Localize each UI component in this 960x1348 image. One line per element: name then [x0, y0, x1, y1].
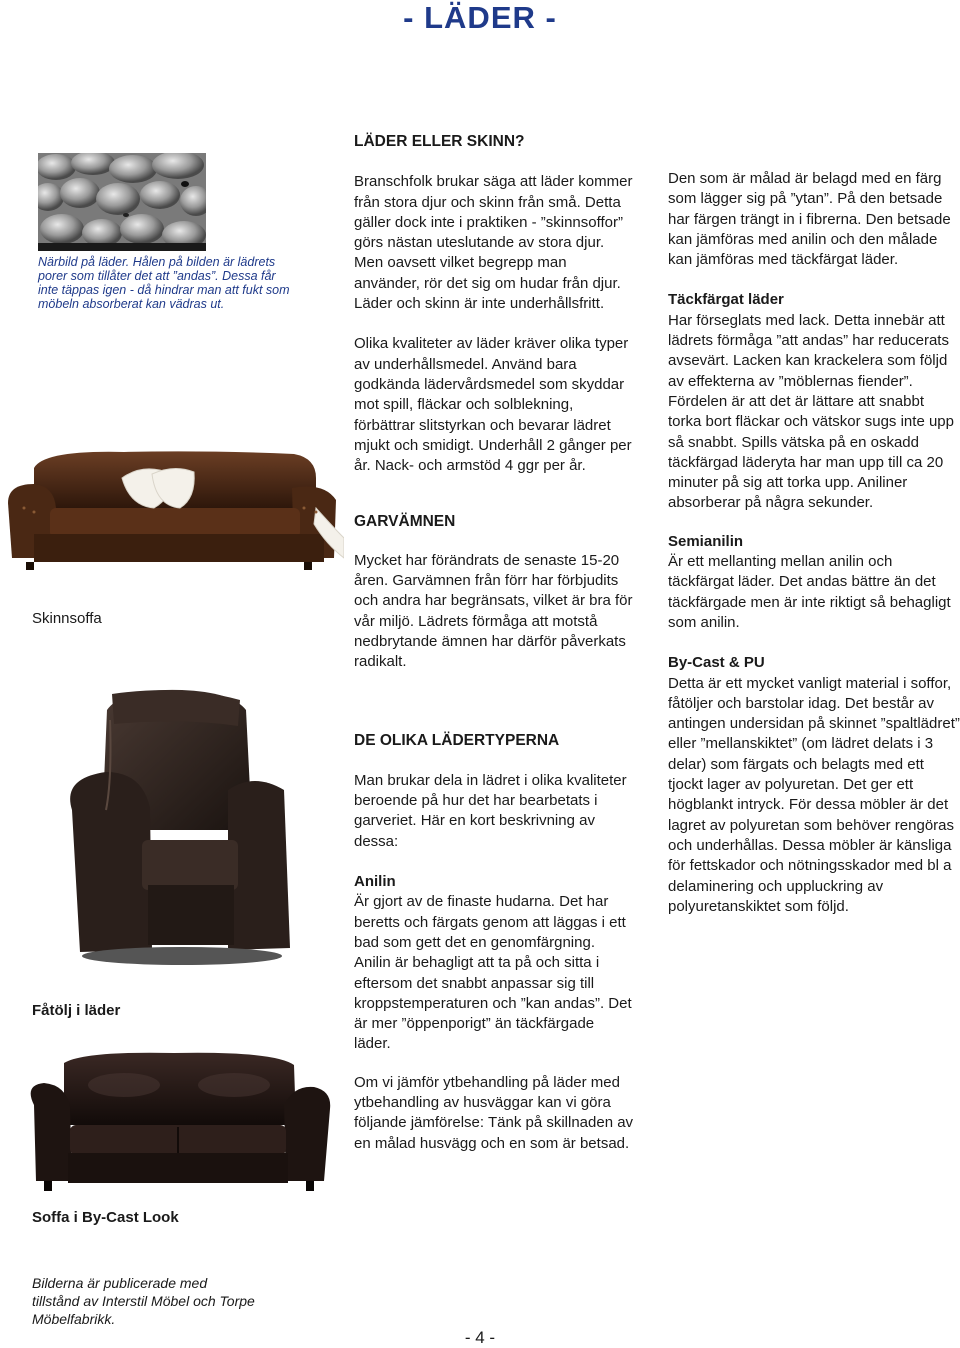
middle-column	[354, 132, 634, 1154]
leather-armchair-image	[32, 680, 304, 970]
heading-lader-eller-skinn: LÄDER ELLER SKINN?	[354, 133, 525, 150]
paragraph-ladertyperna: Man brukar dela in lädret i olika kvaliteter beroende på hur det har bearbetats i garveriet. Här en kort beskrivning av dessa:	[354, 771, 627, 850]
paragraph-lader-eller-skinn: Branschfolk brukar säga att läder kommer från stora djur och skinn från små. Detta gäller dock inte i praktiken - ”skinnsoffor” görs nästan uteslutande av stora djur. Men oavsett vilket begrepp man använder, rör det sig om hudar från djur. Läder och skinn är inte underhållsfritt.	[354, 173, 633, 313]
subheading-tackfargat: Täckfärgat läder	[668, 291, 784, 309]
leather-closeup-image	[38, 153, 206, 251]
heading-ladertyperna: DE OLIKA LÄDERTYPERNA	[354, 731, 560, 749]
bycast-sofa-image	[14, 1045, 336, 1200]
paragraph-anilin: Är gjort av de finaste hudarna. Det har beretts och färgats genom att läggas i ett bad som gett det en genomfärgning. Anilin är behagligt att ta på och sitta i eftersom det snabbt anpassar sig till kroppstemperaturen och ”kan andas”. Det är mer ”öppenporigt” än täckfärgade läder.	[354, 893, 632, 1053]
paragraph-bycast-pu: Detta är ett mycket vanligt material i soffor, fåtöljer och barstolar idag. Det består av antingen undersidan på skinnet ”spaltlädret” eller ”mellanskiktet” (om lädret delats i 3 delar) som färgats och belagts med ett tjockt lager av polyuretan. Det ger ett högblankt intryck. För dessa möbler är det lagret av polyuretan som behöver rengöras och underhållas. Dessa möbler är känsliga för fettskador och nötningsskador med bl a delaminering och uppluckring av polyuretanskiktet som följd.	[668, 674, 960, 915]
paragraph-garvamnen: Mycket har förändrats de senaste 15-20 åren. Garvämnen från förr har förbjudits och andra har begränsats, vilket är bra för vår miljö. Lädrets förmåga att motstå nedbrytande ämnen har därför påverkats radikalt.	[354, 551, 633, 671]
page-number: - 4 -	[464, 1328, 496, 1347]
subheading-semianilin: Semianilin	[668, 532, 744, 550]
image-credit: Bilderna är publicerade med tillstånd av Interstil Möbel och Torpe Möbelfabrikk.	[32, 1275, 255, 1327]
right-column	[668, 169, 960, 917]
paragraph-tackfargat: Har förseglats med lack. Detta innebär att lädrets förmåga ”att andas” har reducerats avsevärt. Lacken kan krackelera som följd av effekterna av ”möblernas fiender”. Fördelen är att det är lättare att snabbt torka bort fläckar och vätskor sugs inte upp så snabbt. Spills vätska på en oskadd täckfärgad läderyta har man upp till ca 20 minuter på sig att torka upp. Aniliner absorberar på några sekunder.	[668, 311, 954, 512]
heading-garvamnen: GARVÄMNEN	[354, 513, 456, 531]
leather-sofa-image	[4, 448, 344, 573]
subheading-anilin: Anilin	[354, 873, 396, 891]
subheading-bycast-pu: By-Cast & PU	[668, 654, 765, 672]
paragraph-malad-betsad: Den som är målad är belagd med en färg som lägger sig på ”ytan”. På den betsade har färgen trängt in i fibrerna. Den betsade kan jämföras med anilin och den målade kan jämföras med täckfärgat läder.	[668, 170, 951, 269]
bycast-sofa-caption: Soffa i By-Cast Look	[32, 1209, 179, 1226]
armchair-caption: Fåtölj i läder	[32, 1002, 121, 1019]
paragraph-ytbehandling: Om vi jämför ytbehandling på läder med ytbehandling av husväggar kan vi göra följande jämförelse: Tänk på skillnaden av en målad husvägg och en som är betsad.	[354, 1073, 634, 1152]
closeup-caption: Närbild på läder. Hålen på bilden är lädrets porer som tillåter det att ”andas”. Dessa får inte täppas igen - då hindrar man att fukt som möbeln absorberat kan vädras ut.	[38, 255, 290, 311]
paragraph-semianilin: Är ett mellanting mellan anilin och täckfärgat läder. Det andas bättre än det täckfärgade men är inte riktigt så behagligt som anilin.	[668, 553, 951, 631]
paragraph-kvaliteter: Olika kvaliteter av läder kräver olika typer av underhållsmedel. Använd bara godkända lädervårdsmedel som skyddar mot spill, fläckar och solblekning, förbättrar slitstyrkan och bevarar lädret mjukt och smidigt. Underhåll 2 gånger per år. Nack- och armstöd 4 ggr per år.	[354, 335, 632, 475]
sofa-caption: Skinnsoffa	[32, 610, 102, 627]
page-title: - LÄDER -	[403, 0, 557, 35]
